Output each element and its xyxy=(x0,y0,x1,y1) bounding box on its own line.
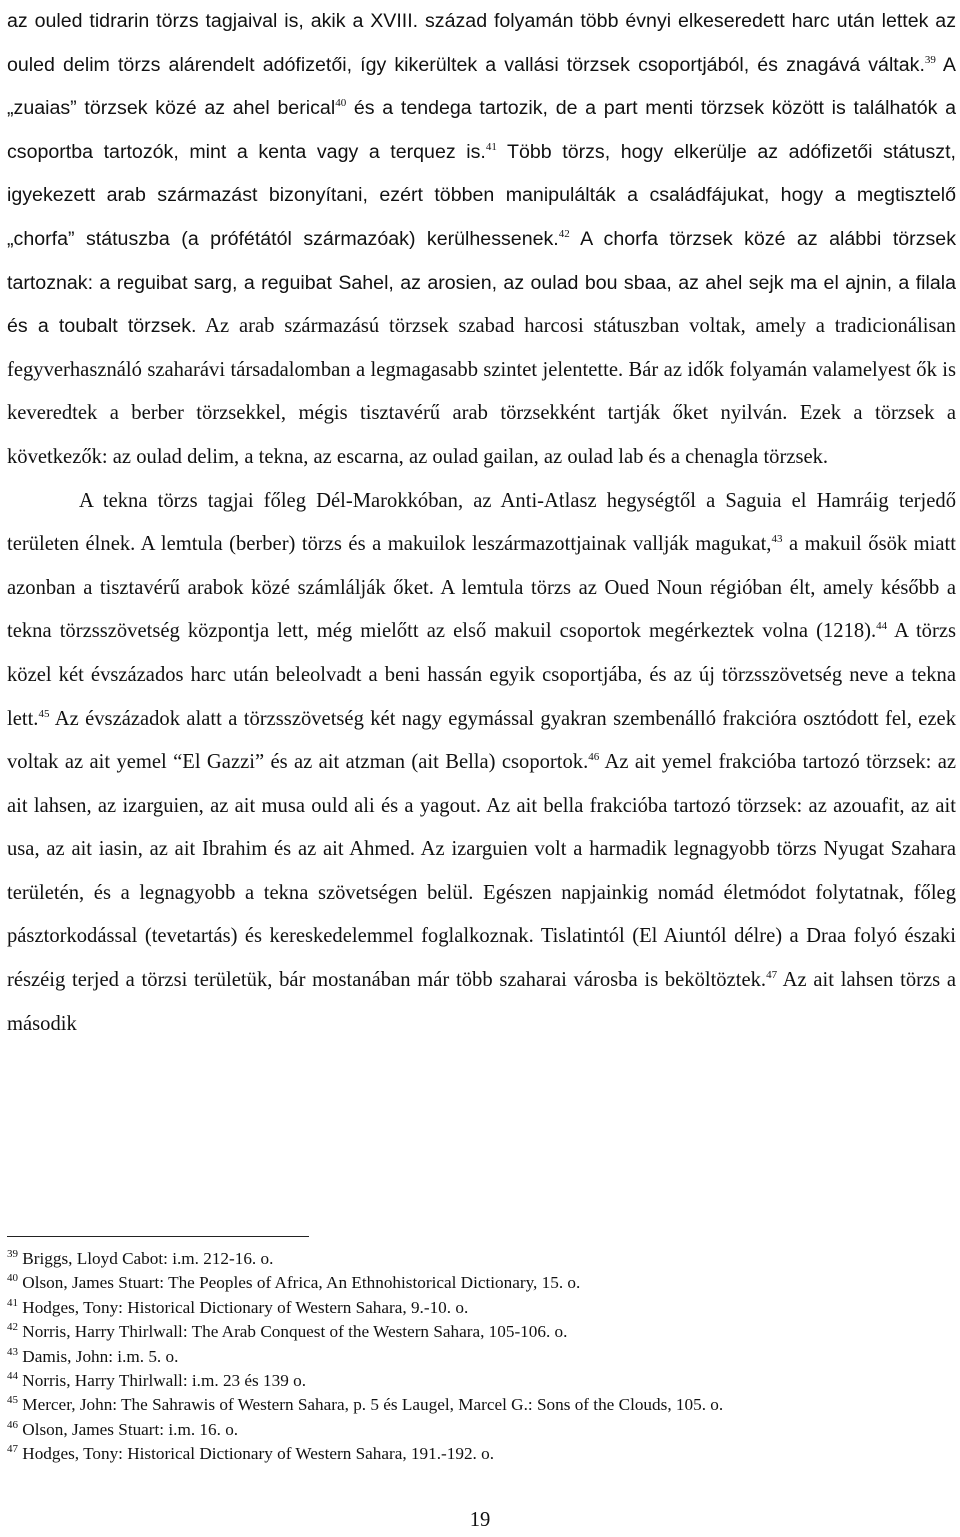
footnote-ref-40: 40 xyxy=(335,97,347,110)
text-run: Bár az idők folyamán valamelyest ők is keveredtek a berber törzsekkel, mégis tisztavérű arab törzsekként tartják őket nyilván. xyxy=(7,358,956,425)
text-run: és a tendega tartozik, de a part menti törzsek között is találhatók a csoportba tartozók, mint a kenta vagy a terquez is. xyxy=(7,97,956,163)
footnote-ref-43: 43 xyxy=(771,533,783,546)
text-run: A „zuaias” törzsek közé az ahel berical xyxy=(7,53,957,120)
footnote-40 xyxy=(7,1271,952,1295)
footnote-text: Hodges, Tony: Historical Dictionary of Western Sahara, 191.-192. o. xyxy=(22,1444,495,1464)
text-run: Az ait yemel frakcióba tartozó törzsek: az ait lahsen, az izarguien, az ait musa ould ali és a yagout. Az ait bella frakcióba tartozó törzsek: az azouafit, az ait usa, az ait iasin, az ait Ibrahim és az ait Ahmed. Az izarguien volt a harmadik legnagyobb törzs Nyugat Szahara területén, és a legnagyobb a tekna szövetségen belül. Egészen napjainkig nomád életmódot folytatnak, főleg pásztorkodással (tevetartás) és kereskedelemmel foglalkoznak. Tislatintól (El Aiuntól délre) a Draa folyó északi részéig terjed a törzsi területük, bár mostanában már több szaharai városba is beköltöztek. xyxy=(7,751,957,992)
footnote-number: 45 xyxy=(7,1394,18,1407)
text-run: Az évszázadok alatt a törzsszövetség két nagy egymással gyakran szembenálló frakcióra osztódott fel, ezek voltak az ait yemel “El Gazzi” és az ait atzman (ait Bella) csoportok. xyxy=(7,707,956,774)
text-run: A tekna törzs tagjai főleg Dél-Marokkóban, az Anti-Atlasz hegységtől a Saguia el Hamráig terjedő területen élnek. A lemtula (berber) törzs és a makuilok leszármazottjainak vallják magukat, xyxy=(7,489,956,556)
footnote-42 xyxy=(7,1320,952,1344)
footnote-number: 46 xyxy=(7,1418,18,1431)
footnote-ref-41: 41 xyxy=(485,140,497,153)
footnote-separator xyxy=(7,1236,309,1237)
text-run: Az ait lahsen törzs a második xyxy=(7,969,957,1035)
footnote-number: 39 xyxy=(7,1248,18,1260)
footnote-47 xyxy=(7,1442,952,1466)
text-run: Ezek a törzsek a következők: az oulad delim, a tekna, az escarna, az oulad gailan, az oulad lab és a chenagla törzsek. xyxy=(7,402,956,468)
text-run: Több törzs, hogy elkerülje az adófizetői státuszt, igyekezett arab származást bizonyítani, ezért többen manipulálták a családfájukat, hogy a megtisztelő „chorfa” státuszba (a prófétától származóak) kerülhessenek. xyxy=(7,140,956,250)
footnote-41 xyxy=(7,1296,952,1320)
footnote-text: Hodges, Tony: Historical Dictionary of Western Sahara, 9.-10. o. xyxy=(22,1297,469,1317)
footnote-number: 40 xyxy=(7,1272,18,1285)
footnote-text: Olson, James Stuart: i.m. 16. o. xyxy=(22,1419,239,1439)
text-run: A törzs közel két évszázados harc után beleolvadt a beni hassán egyik csoportjába, és az új törzsszövetség neve a tekna lett. xyxy=(7,620,956,730)
footnote-text: Olson, James Stuart: The Peoples of Africa, An Ethnohistorical Dictionary, 15. o. xyxy=(22,1273,581,1293)
paragraph-2 xyxy=(7,480,956,1047)
footnote-number: 42 xyxy=(7,1321,18,1334)
footnote-45 xyxy=(7,1393,952,1417)
footnote-ref-47: 47 xyxy=(766,969,778,982)
page-number: 19 xyxy=(469,1509,491,1531)
footnote-43 xyxy=(7,1345,952,1369)
footnote-text: Briggs, Lloyd Cabot: i.m. 212-16. o. xyxy=(22,1249,274,1268)
footnote-number: 47 xyxy=(7,1443,18,1456)
footnotes-list xyxy=(7,1247,952,1467)
footnote-text: Norris, Harry Thirlwall: i.m. 23 és 139 o. xyxy=(22,1371,307,1391)
body-text xyxy=(7,0,956,1046)
footnote-ref-42: 42 xyxy=(558,227,570,240)
footnote-ref-44: 44 xyxy=(876,620,888,633)
footnote-number: 41 xyxy=(7,1296,18,1309)
footnote-number: 44 xyxy=(7,1370,18,1383)
text-run: a makuil ősök miatt azonban a tisztavérű arabok közé számlálják őket. A lemtula törzs az Oued Noun régióban élt, amely később a tekna törzsszövetség központja lett, még mielőtt az első makuil csoportok megérkeztek volna (1218). xyxy=(7,533,956,643)
footnote-number: 43 xyxy=(7,1345,18,1358)
text-run: Az arab származású törzsek szabad harcosi státuszban voltak, amely a tradicionálisan fegyverhasználó szaharávi társadalomban a legmagasabb szintet jelentette. xyxy=(7,315,956,381)
text-run: A chorfa törzsek közé az alábbi törzsek tartoznak: a reguibat sarg, a reguibat Sahel, az arosien, az oulad bou sbaa, az ahel sejk ma el ajnin, a filala és a toubalt törzsek. xyxy=(7,227,956,338)
text-run: az ouled tidrarin törzs tagjaival is, akik a XVIII. század folyamán több évnyi elkeseredett harc után lettek az ouled delim törzs alárendelt adófizetői, így kikerültek a vallási törzsek csoportjából, és znagává váltak. xyxy=(7,10,956,76)
footnote-46 xyxy=(7,1418,952,1442)
footnote-ref-46: 46 xyxy=(588,751,600,764)
footnote-text: Mercer, John: The Sahrawis of Western Sahara, p. 5 és Laugel, Marcel G.: Sons of the Clouds, 105. o. xyxy=(22,1395,724,1415)
footnote-text: Norris, Harry Thirlwall: The Arab Conquest of the Western Sahara, 105-106. o. xyxy=(22,1322,568,1342)
footnote-ref-45: 45 xyxy=(38,707,50,720)
paragraph-1 xyxy=(7,0,956,480)
footnote-44 xyxy=(7,1369,952,1393)
footnote-ref-39: 39 xyxy=(924,53,936,66)
footnote-39 xyxy=(7,1247,952,1271)
footnote-text: Damis, John: i.m. 5. o. xyxy=(22,1346,179,1366)
